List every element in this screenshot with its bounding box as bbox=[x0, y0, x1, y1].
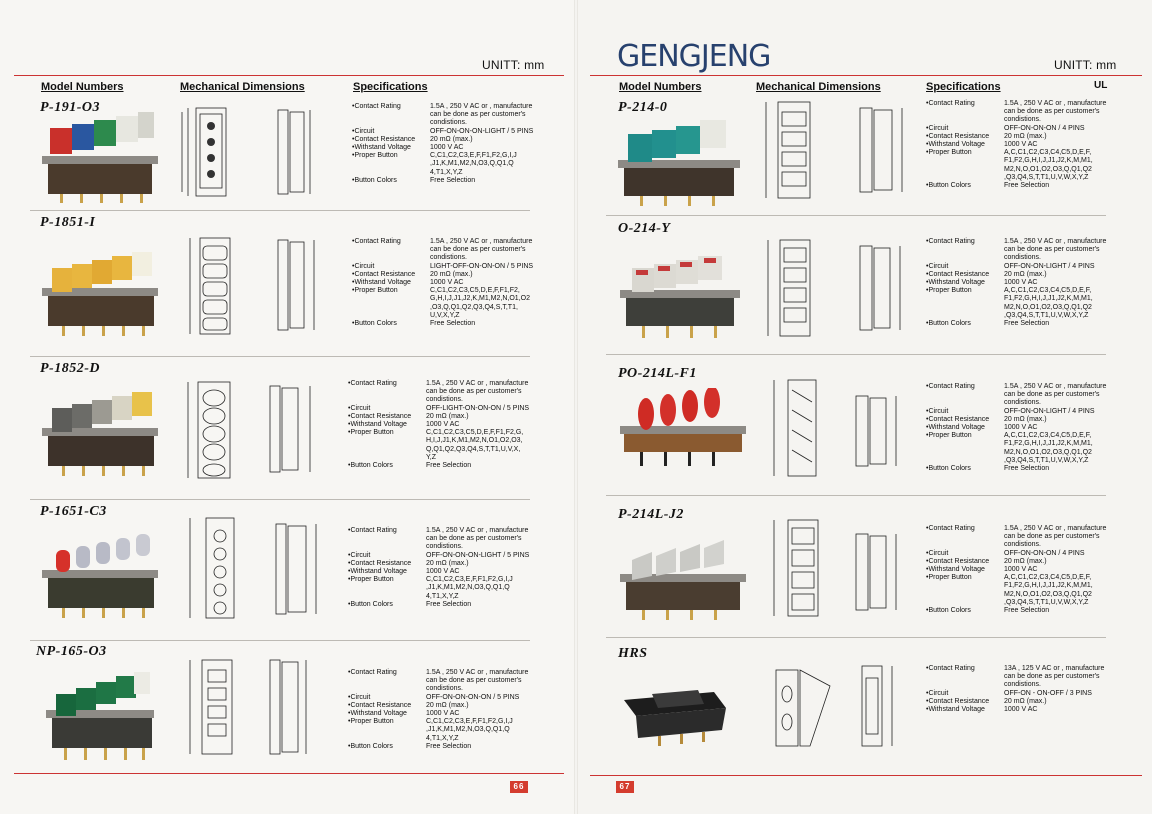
spec-label: • Proper Button bbox=[348, 429, 426, 462]
product-photo bbox=[618, 530, 748, 622]
spec-value: 20 mΩ (max.) bbox=[430, 270, 473, 278]
spec-block bbox=[352, 103, 535, 185]
product-photo bbox=[618, 388, 748, 474]
spec-label: • Circuit bbox=[926, 125, 1004, 133]
mechanical-drawing bbox=[760, 368, 916, 486]
row-divider bbox=[606, 354, 1106, 355]
spec-value: C,C1,C2,C3,E,F,F1,F2,G,I,J ,J1,K,M1,M2,N,O3,Q,Q1,Q 4,T1,X,Y,Z bbox=[426, 718, 513, 742]
brand-logo bbox=[617, 40, 770, 72]
model-number: P-1852-D bbox=[40, 361, 100, 376]
row-divider bbox=[30, 640, 530, 641]
model-number: P-191-O3 bbox=[40, 100, 100, 115]
spec-label: • Contact Rating bbox=[926, 383, 1004, 408]
spec-value: Free Selection bbox=[430, 176, 476, 184]
spec-label: • Withstand Voltage bbox=[926, 279, 1004, 287]
spec-value: 1.5A , 250 V AC or , manufacture can be done as per customer's condistions. bbox=[426, 380, 529, 404]
spec-value: Free Selection bbox=[1004, 182, 1050, 190]
spec-label: • Contact Resistance bbox=[352, 271, 430, 279]
spec-label: • Contact Resistance bbox=[348, 560, 426, 568]
spec-block bbox=[348, 380, 531, 470]
spec-value: 20 mΩ (max.) bbox=[426, 412, 469, 420]
logo-text: GENGJENG bbox=[617, 38, 771, 74]
spec-value: 1000 V AC bbox=[1004, 279, 1038, 287]
spec-value: OFF-LIGHT-ON-ON-ON / 5 PINS bbox=[426, 404, 530, 412]
model-number: P-1851-I bbox=[40, 215, 96, 230]
spec-value: A,C,C1,C2,C3,C4,C5,D,E,F, F1,F2,G,H,I,J,J1,J2,K,M,M1, M2,N,O,O1,O2,O3,Q,Q1,Q2 ,Q3,Q4,S,T,T1,U,V,W,X,Y,Z bbox=[1004, 287, 1093, 319]
spec-label: • Button Colors bbox=[348, 462, 426, 470]
spec-label: • Contact Resistance bbox=[926, 271, 1004, 279]
spec-label: • Contact Resistance bbox=[352, 136, 430, 144]
spec-label: • Circuit bbox=[926, 408, 1004, 416]
mechanical-drawing bbox=[178, 372, 328, 490]
col-header-model: Model Numbers bbox=[619, 81, 702, 93]
spec-value: 20 mΩ (max.) bbox=[426, 701, 469, 709]
spec-label: • Circuit bbox=[352, 128, 430, 136]
spec-label: • Circuit bbox=[348, 552, 426, 560]
col-header-mech: Mechanical Dimensions bbox=[756, 81, 881, 93]
spec-value: 20 mΩ (max.) bbox=[1004, 697, 1047, 705]
spec-label: • Circuit bbox=[352, 263, 430, 271]
spec-label: • Button Colors bbox=[926, 182, 1004, 190]
spec-label: • Button Colors bbox=[926, 607, 1004, 615]
spec-label: • Proper Button bbox=[926, 287, 1004, 320]
spec-value: 1.5A , 250 V AC or , manufacture can be done as per customer's condistions. bbox=[430, 103, 533, 127]
spec-value: 20 mΩ (max.) bbox=[1004, 132, 1047, 140]
model-number: O-214-Y bbox=[618, 221, 671, 236]
spec-label: • Contact Rating bbox=[926, 525, 1004, 550]
mechanical-drawing bbox=[178, 510, 328, 628]
spec-value: 1000 V AC bbox=[426, 710, 460, 718]
spec-value: Free Selection bbox=[426, 462, 472, 470]
spec-label: • Button Colors bbox=[348, 601, 426, 609]
spec-value: 1.5A , 250 V AC or , manufacture can be done as per customer's condistions. bbox=[430, 238, 533, 262]
spec-value: OFF-ON-ON-LIGHT / 4 PINS bbox=[1004, 262, 1095, 270]
mechanical-drawing bbox=[178, 100, 328, 208]
model-number: PO-214L-F1 bbox=[618, 366, 697, 381]
mechanical-drawing bbox=[756, 228, 916, 346]
row-divider bbox=[30, 499, 530, 500]
spec-label: • Withstand Voltage bbox=[348, 421, 426, 429]
unit-label: UNITT: mm bbox=[1054, 58, 1117, 72]
spec-value: 1000 V AC bbox=[430, 279, 464, 287]
spec-value: 1000 V AC bbox=[426, 421, 460, 429]
spec-value: 1.5A , 250 V AC or , manufacture can be done as per customer's condistions. bbox=[426, 669, 529, 693]
spec-label: • Button Colors bbox=[352, 320, 430, 328]
spec-value: OFF-ON-ON-ON-ON / 5 PINS bbox=[426, 693, 520, 701]
spec-label: • Withstand Voltage bbox=[348, 568, 426, 576]
footer-rule bbox=[590, 775, 1142, 776]
spec-value: 20 mΩ (max.) bbox=[426, 559, 469, 567]
spec-value: 13A , 125 V AC or , manufacture can be done as per customer's condistions. bbox=[1004, 665, 1105, 689]
spec-value: C,C1,C2,C3,C5,D,E,F,F1,F2, G,H,I,J,J1,J2,K,M1,M2,N,O1,O2 ,O3,Q,Q1,Q2,Q3,Q4,S,T,T1, U,V,X,Y,Z bbox=[430, 287, 530, 319]
spec-label: • Proper Button bbox=[926, 574, 1004, 607]
page-number: 66 bbox=[510, 781, 528, 793]
model-number: HRS bbox=[618, 646, 648, 661]
col-header-spec: Specifications bbox=[353, 81, 428, 93]
spec-value: A,C,C1,C2,C3,C4,C5,D,E,F, F1,F2,G,H,I,J,J1,J2,K,M,M1, M2,N,O,O1,O2,O3,Q,Q1,Q2 ,Q3,Q4,S,T,T1,U,V,W,X,Y,Z bbox=[1004, 149, 1093, 181]
mechanical-drawing bbox=[770, 656, 910, 760]
spec-block bbox=[926, 665, 1109, 714]
spec-label: • Withstand Voltage bbox=[926, 706, 1004, 714]
spec-value: 1.5A , 250 V AC or , manufacture can be done as per customer's condistions. bbox=[1004, 525, 1107, 549]
spec-label: • Contact Rating bbox=[352, 103, 430, 128]
spec-label: • Proper Button bbox=[348, 576, 426, 601]
model-number: P-214L-J2 bbox=[618, 507, 684, 522]
row-divider bbox=[30, 356, 530, 357]
spec-value: OFF-ON-ON-LIGHT / 4 PINS bbox=[1004, 407, 1095, 415]
spec-label: • Button Colors bbox=[348, 743, 426, 751]
spec-block bbox=[926, 383, 1109, 473]
spec-label: • Contact Resistance bbox=[926, 133, 1004, 141]
row-divider bbox=[606, 637, 1106, 638]
product-photo bbox=[40, 248, 160, 338]
spec-label: • Circuit bbox=[926, 550, 1004, 558]
spec-label: • Contact Rating bbox=[348, 380, 426, 405]
product-photo bbox=[40, 112, 160, 204]
product-photo bbox=[44, 670, 156, 762]
spec-label: • Button Colors bbox=[926, 320, 1004, 328]
spec-block bbox=[926, 525, 1109, 615]
row-divider bbox=[606, 495, 1106, 496]
spec-label: • Button Colors bbox=[926, 465, 1004, 473]
spec-label: • Withstand Voltage bbox=[352, 279, 430, 287]
footer-rule bbox=[14, 773, 564, 774]
spec-value: 1000 V AC bbox=[1004, 706, 1038, 714]
spec-label: • Circuit bbox=[348, 405, 426, 413]
header-rule bbox=[14, 75, 564, 76]
spec-value: C,C1,C2,C3,E,F,F1,F2,G,I,J ,J1,K,M1,M2,N,O3,Q,Q1,Q 4,T1,X,Y,Z bbox=[426, 576, 513, 600]
spec-block bbox=[352, 238, 535, 328]
spec-value: OFF-ON-ON-ON-LIGHT / 5 PINS bbox=[426, 551, 530, 559]
product-photo bbox=[40, 388, 160, 478]
mechanical-drawing bbox=[760, 510, 916, 628]
spec-label: • Contact Rating bbox=[926, 238, 1004, 263]
spec-label: • Contact Resistance bbox=[926, 416, 1004, 424]
spec-value: Free Selection bbox=[1004, 465, 1050, 473]
spec-value: Free Selection bbox=[426, 600, 472, 608]
page-number: 67 bbox=[616, 781, 634, 793]
spec-label: • Contact Rating bbox=[926, 100, 1004, 125]
spec-value: C,C1,C2,C3,C5,D,E,F,F1,F2,G, H,I,J,J1,K,M1,M2,N,O1,O2,O3, Q,Q1,Q2,Q3,Q4,S,T,T1,U,V,X, Y,Z bbox=[426, 429, 524, 461]
spec-label: • Withstand Voltage bbox=[926, 566, 1004, 574]
spec-value: 1.5A , 250 V AC or , manufacture can be done as per customer's condistions. bbox=[1004, 100, 1107, 124]
spec-value: Free Selection bbox=[1004, 607, 1050, 615]
spec-value: 20 mΩ (max.) bbox=[1004, 415, 1047, 423]
spec-label: • Circuit bbox=[926, 263, 1004, 271]
spec-label: • Proper Button bbox=[352, 152, 430, 177]
spec-value: C,C1,C2,C3,E,F,F1,F2,G,I,J ,J1,K,M1,M2,N,O3,Q,Q1,Q 4,T1,X,Y,Z bbox=[430, 152, 517, 176]
model-number: P-214-0 bbox=[618, 100, 668, 115]
model-number: NP-165-O3 bbox=[36, 644, 107, 659]
spec-value: LIGHT-OFF-ON-ON-ON / 5 PINS bbox=[430, 262, 534, 270]
mechanical-drawing bbox=[178, 650, 328, 766]
spec-label: • Contact Rating bbox=[348, 527, 426, 552]
spec-label: • Proper Button bbox=[352, 287, 430, 320]
spec-block bbox=[348, 527, 531, 609]
spec-value: 1000 V AC bbox=[1004, 566, 1038, 574]
spec-label: • Contact Rating bbox=[352, 238, 430, 263]
product-photo bbox=[40, 530, 160, 620]
col-header-model: Model Numbers bbox=[41, 81, 124, 93]
spec-label: • Circuit bbox=[926, 690, 1004, 698]
header-rule bbox=[590, 75, 1142, 76]
page-gutter bbox=[574, 0, 578, 814]
spec-label: • Contact Rating bbox=[926, 665, 1004, 690]
spec-value: Free Selection bbox=[426, 742, 472, 750]
spec-value: OFF-ON-ON-ON / 4 PINS bbox=[1004, 549, 1085, 557]
spec-label: • Contact Rating bbox=[348, 669, 426, 694]
spec-block bbox=[348, 669, 531, 751]
spec-value: 1000 V AC bbox=[430, 144, 464, 152]
spec-label: • Contact Resistance bbox=[348, 413, 426, 421]
model-number: P-1651-C3 bbox=[40, 504, 107, 519]
spec-value: A,C,C1,C2,C3,C4,C5,D,E,F, F1,F2,G,H,I,J,J1,J2,K,M,M1, M2,N,O,O1,O2,O3,Q,Q1,Q2 ,Q3,Q4,S,T,T1,U,V,W,X,Y,Z bbox=[1004, 574, 1093, 606]
spec-label: • Contact Resistance bbox=[926, 558, 1004, 566]
spec-value: 1000 V AC bbox=[1004, 141, 1038, 149]
spec-value: 1.5A , 250 V AC or , manufacture can be done as per customer's condistions. bbox=[1004, 238, 1107, 262]
col-header-mech: Mechanical Dimensions bbox=[180, 81, 305, 93]
spec-value: Free Selection bbox=[1004, 320, 1050, 328]
spec-block bbox=[926, 100, 1109, 190]
unit-label: UNITT: mm bbox=[482, 58, 545, 72]
spec-label: • Withstand Voltage bbox=[926, 424, 1004, 432]
col-header-spec: Specifications bbox=[926, 81, 1001, 93]
spec-value: 1.5A , 250 V AC or , manufacture can be done as per customer's condistions. bbox=[1004, 383, 1107, 407]
spec-label: • Proper Button bbox=[926, 432, 1004, 465]
spec-label: • Circuit bbox=[348, 694, 426, 702]
spec-label: • Withstand Voltage bbox=[926, 141, 1004, 149]
mechanical-drawing bbox=[752, 94, 922, 208]
spec-label: • Proper Button bbox=[926, 149, 1004, 182]
spec-value: OFF-ON - ON-OFF / 3 PINS bbox=[1004, 689, 1092, 697]
spec-value: OFF-ON-ON-ON-LIGHT / 5 PINS bbox=[430, 127, 534, 135]
spec-label: • Button Colors bbox=[352, 177, 430, 185]
spec-value: OFF-ON-ON-ON / 4 PINS bbox=[1004, 124, 1085, 132]
row-divider bbox=[30, 210, 530, 211]
product-photo bbox=[616, 114, 742, 208]
spec-label: • Contact Resistance bbox=[926, 698, 1004, 706]
spec-label: • Withstand Voltage bbox=[352, 144, 430, 152]
spec-value: 1.5A , 250 V AC or , manufacture can be done as per customer's condistions. bbox=[426, 527, 529, 551]
mechanical-drawing bbox=[178, 228, 328, 346]
product-photo bbox=[618, 672, 730, 750]
row-divider bbox=[606, 215, 1106, 216]
spec-block bbox=[926, 238, 1109, 328]
spec-value: 20 mΩ (max.) bbox=[1004, 270, 1047, 278]
spec-value: A,C,C1,C2,C3,C4,C5,D,E,F, F1,F2,G,H,I,J,J1,J2,K,M,M1, M2,N,O,O1,O2,O3,Q,Q1,Q2 ,Q3,Q4,S,T,T1,U,V,W,X,Y,Z bbox=[1004, 432, 1093, 464]
spec-label: • Contact Resistance bbox=[348, 702, 426, 710]
spec-label: • Proper Button bbox=[348, 718, 426, 743]
product-photo bbox=[618, 250, 742, 340]
ul-cert-mark: UL bbox=[1094, 80, 1108, 91]
spec-value: 1000 V AC bbox=[426, 568, 460, 576]
spec-label: • Withstand Voltage bbox=[348, 710, 426, 718]
spec-value: 20 mΩ (max.) bbox=[1004, 557, 1047, 565]
spec-value: 20 mΩ (max.) bbox=[430, 135, 473, 143]
spec-value: Free Selection bbox=[430, 320, 476, 328]
spec-value: 1000 V AC bbox=[1004, 424, 1038, 432]
